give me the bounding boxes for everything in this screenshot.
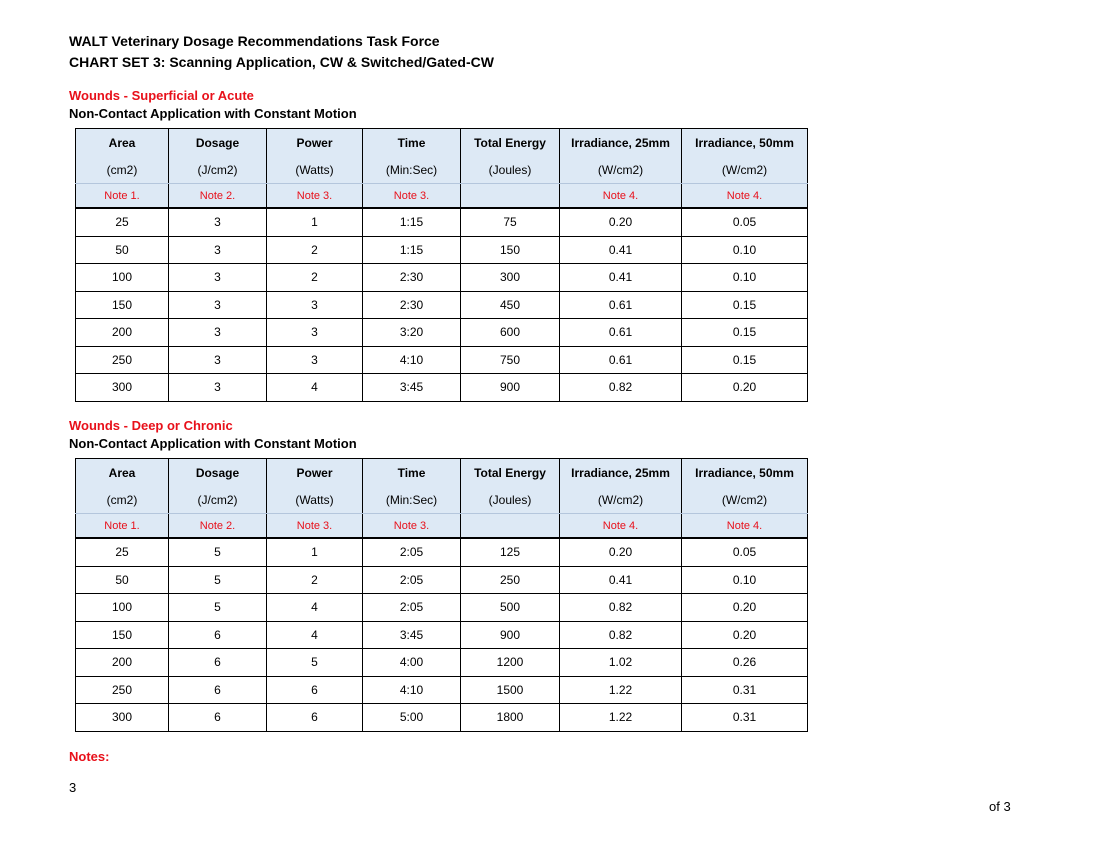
header-row-names	[76, 459, 808, 487]
cell-irradiance-25mm: 1.22	[560, 676, 682, 704]
column-header-irradiance-25mm: Irradiance, 25mm	[560, 129, 682, 157]
notes-label: Notes:	[69, 749, 110, 764]
column-header-irradiance-50mm: Irradiance, 50mm	[682, 459, 808, 487]
column-header-area: Area	[76, 129, 169, 157]
column-note-area: Note 1.	[76, 184, 169, 209]
column-note-dosage: Note 2.	[169, 514, 267, 539]
cell-total-energy: 150	[461, 236, 560, 264]
cell-dosage: 6	[169, 649, 267, 677]
column-unit-total-energy: (Joules)	[461, 156, 560, 184]
cell-power: 4	[267, 374, 363, 402]
cell-total-energy: 750	[461, 346, 560, 374]
cell-irradiance-25mm: 0.41	[560, 236, 682, 264]
column-unit-time: (Min:Sec)	[363, 156, 461, 184]
cell-irradiance-50mm: 0.10	[682, 264, 808, 292]
cell-power: 5	[267, 649, 363, 677]
cell-irradiance-25mm: 0.61	[560, 346, 682, 374]
cell-time: 3:45	[363, 374, 461, 402]
cell-total-energy: 300	[461, 264, 560, 292]
cell-total-energy: 75	[461, 208, 560, 236]
column-unit-power: (Watts)	[267, 156, 363, 184]
table-row	[76, 566, 808, 594]
cell-irradiance-50mm: 0.20	[682, 621, 808, 649]
document-title: WALT Veterinary Dosage Recommendations Task Force	[69, 33, 440, 49]
column-unit-irradiance-25mm: (W/cm2)	[560, 156, 682, 184]
header-row-units	[76, 486, 808, 514]
column-note-irradiance-25mm: Note 4.	[560, 514, 682, 539]
table-row	[76, 676, 808, 704]
column-header-irradiance-25mm: Irradiance, 25mm	[560, 459, 682, 487]
column-unit-dosage: (J/cm2)	[169, 486, 267, 514]
cell-time: 4:00	[363, 649, 461, 677]
cell-irradiance-50mm: 0.05	[682, 208, 808, 236]
section-subtitle-deep: Non-Contact Application with Constant Motion	[69, 436, 357, 451]
column-note-irradiance-50mm: Note 4.	[682, 184, 808, 209]
cell-power: 3	[267, 291, 363, 319]
column-unit-area: (cm2)	[76, 156, 169, 184]
cell-irradiance-50mm: 0.20	[682, 594, 808, 622]
cell-time: 1:15	[363, 236, 461, 264]
cell-time: 3:20	[363, 319, 461, 347]
column-unit-time: (Min:Sec)	[363, 486, 461, 514]
header-row-names	[76, 129, 808, 157]
cell-time: 3:45	[363, 621, 461, 649]
cell-area: 150	[76, 291, 169, 319]
cell-total-energy: 1500	[461, 676, 560, 704]
cell-dosage: 6	[169, 676, 267, 704]
cell-power: 2	[267, 236, 363, 264]
cell-power: 2	[267, 566, 363, 594]
cell-dosage: 6	[169, 621, 267, 649]
cell-irradiance-25mm: 0.61	[560, 319, 682, 347]
table-row	[76, 538, 808, 566]
cell-power: 4	[267, 621, 363, 649]
cell-area: 250	[76, 346, 169, 374]
cell-irradiance-50mm: 0.15	[682, 346, 808, 374]
cell-irradiance-50mm: 0.10	[682, 236, 808, 264]
cell-time: 2:05	[363, 594, 461, 622]
cell-power: 6	[267, 704, 363, 732]
cell-irradiance-50mm: 0.26	[682, 649, 808, 677]
cell-irradiance-50mm: 0.31	[682, 704, 808, 732]
cell-irradiance-25mm: 0.82	[560, 594, 682, 622]
cell-area: 25	[76, 538, 169, 566]
header-row-notes	[76, 514, 808, 539]
column-unit-dosage: (J/cm2)	[169, 156, 267, 184]
cell-irradiance-50mm: 0.31	[682, 676, 808, 704]
column-unit-total-energy: (Joules)	[461, 486, 560, 514]
cell-dosage: 5	[169, 538, 267, 566]
cell-dosage: 3	[169, 291, 267, 319]
table-row	[76, 291, 808, 319]
column-header-dosage: Dosage	[169, 459, 267, 487]
cell-dosage: 6	[169, 704, 267, 732]
column-unit-irradiance-25mm: (W/cm2)	[560, 486, 682, 514]
column-header-time: Time	[363, 459, 461, 487]
cell-irradiance-25mm: 0.82	[560, 621, 682, 649]
page-number: 3	[69, 780, 77, 795]
column-unit-irradiance-50mm: (W/cm2)	[682, 156, 808, 184]
cell-irradiance-25mm: 0.20	[560, 208, 682, 236]
cell-area: 150	[76, 621, 169, 649]
cell-irradiance-50mm: 0.15	[682, 291, 808, 319]
cell-irradiance-25mm: 0.82	[560, 374, 682, 402]
column-header-time: Time	[363, 129, 461, 157]
cell-irradiance-50mm: 0.15	[682, 319, 808, 347]
cell-time: 2:30	[363, 264, 461, 292]
table-row	[76, 208, 808, 236]
cell-area: 300	[76, 374, 169, 402]
cell-area: 100	[76, 264, 169, 292]
column-note-power: Note 3.	[267, 184, 363, 209]
section-subtitle-superficial: Non-Contact Application with Constant Motion	[69, 106, 357, 121]
cell-time: 4:10	[363, 676, 461, 704]
cell-area: 100	[76, 594, 169, 622]
cell-total-energy: 450	[461, 291, 560, 319]
table-row	[76, 346, 808, 374]
section-title-superficial: Wounds - Superficial or Acute	[69, 88, 254, 103]
column-note-dosage: Note 2.	[169, 184, 267, 209]
cell-power: 6	[267, 676, 363, 704]
cell-irradiance-25mm: 1.02	[560, 649, 682, 677]
cell-total-energy: 125	[461, 538, 560, 566]
column-note-time: Note 3.	[363, 514, 461, 539]
cell-area: 300	[76, 704, 169, 732]
cell-irradiance-25mm: 0.41	[560, 566, 682, 594]
table-row	[76, 594, 808, 622]
column-header-total-energy: Total Energy	[461, 459, 560, 487]
column-header-power: Power	[267, 129, 363, 157]
column-note-total-energy	[461, 514, 560, 539]
column-note-power: Note 3.	[267, 514, 363, 539]
table-row	[76, 621, 808, 649]
cell-area: 50	[76, 566, 169, 594]
table-row	[76, 704, 808, 732]
cell-dosage: 5	[169, 566, 267, 594]
cell-dosage: 3	[169, 319, 267, 347]
column-header-area: Area	[76, 459, 169, 487]
table-row	[76, 236, 808, 264]
cell-power: 1	[267, 538, 363, 566]
cell-dosage: 3	[169, 374, 267, 402]
cell-area: 200	[76, 649, 169, 677]
cell-irradiance-50mm: 0.20	[682, 374, 808, 402]
table-row	[76, 264, 808, 292]
cell-irradiance-25mm: 0.20	[560, 538, 682, 566]
cell-total-energy: 1800	[461, 704, 560, 732]
header-row-notes	[76, 184, 808, 209]
cell-time: 4:10	[363, 346, 461, 374]
cell-area: 250	[76, 676, 169, 704]
column-note-total-energy	[461, 184, 560, 209]
column-unit-irradiance-50mm: (W/cm2)	[682, 486, 808, 514]
cell-power: 1	[267, 208, 363, 236]
column-unit-area: (cm2)	[76, 486, 169, 514]
cell-irradiance-50mm: 0.10	[682, 566, 808, 594]
cell-dosage: 3	[169, 346, 267, 374]
cell-dosage: 5	[169, 594, 267, 622]
section-title-deep: Wounds - Deep or Chronic	[69, 418, 233, 433]
column-note-irradiance-25mm: Note 4.	[560, 184, 682, 209]
dosage-table-deep	[75, 458, 808, 732]
cell-dosage: 3	[169, 264, 267, 292]
cell-time: 5:00	[363, 704, 461, 732]
table-row	[76, 649, 808, 677]
cell-total-energy: 1200	[461, 649, 560, 677]
cell-power: 3	[267, 346, 363, 374]
cell-time: 2:30	[363, 291, 461, 319]
column-header-dosage: Dosage	[169, 129, 267, 157]
cell-total-energy: 250	[461, 566, 560, 594]
cell-total-energy: 500	[461, 594, 560, 622]
cell-total-energy: 900	[461, 374, 560, 402]
cell-time: 1:15	[363, 208, 461, 236]
cell-power: 2	[267, 264, 363, 292]
cell-time: 2:05	[363, 566, 461, 594]
chart-set-title: CHART SET 3: Scanning Application, CW & Switched/Gated-CW	[69, 54, 494, 70]
page-count: of 3	[989, 799, 1011, 814]
cell-irradiance-50mm: 0.05	[682, 538, 808, 566]
cell-irradiance-25mm: 0.41	[560, 264, 682, 292]
cell-area: 200	[76, 319, 169, 347]
cell-power: 4	[267, 594, 363, 622]
cell-power: 3	[267, 319, 363, 347]
cell-dosage: 3	[169, 208, 267, 236]
column-unit-power: (Watts)	[267, 486, 363, 514]
column-note-irradiance-50mm: Note 4.	[682, 514, 808, 539]
column-header-power: Power	[267, 459, 363, 487]
cell-total-energy: 600	[461, 319, 560, 347]
cell-irradiance-25mm: 1.22	[560, 704, 682, 732]
cell-dosage: 3	[169, 236, 267, 264]
cell-area: 50	[76, 236, 169, 264]
column-header-total-energy: Total Energy	[461, 129, 560, 157]
dosage-table-superficial	[75, 128, 808, 402]
cell-time: 2:05	[363, 538, 461, 566]
table-row	[76, 319, 808, 347]
column-note-time: Note 3.	[363, 184, 461, 209]
column-note-area: Note 1.	[76, 514, 169, 539]
cell-total-energy: 900	[461, 621, 560, 649]
cell-area: 25	[76, 208, 169, 236]
cell-irradiance-25mm: 0.61	[560, 291, 682, 319]
column-header-irradiance-50mm: Irradiance, 50mm	[682, 129, 808, 157]
header-row-units	[76, 156, 808, 184]
table-row	[76, 374, 808, 402]
